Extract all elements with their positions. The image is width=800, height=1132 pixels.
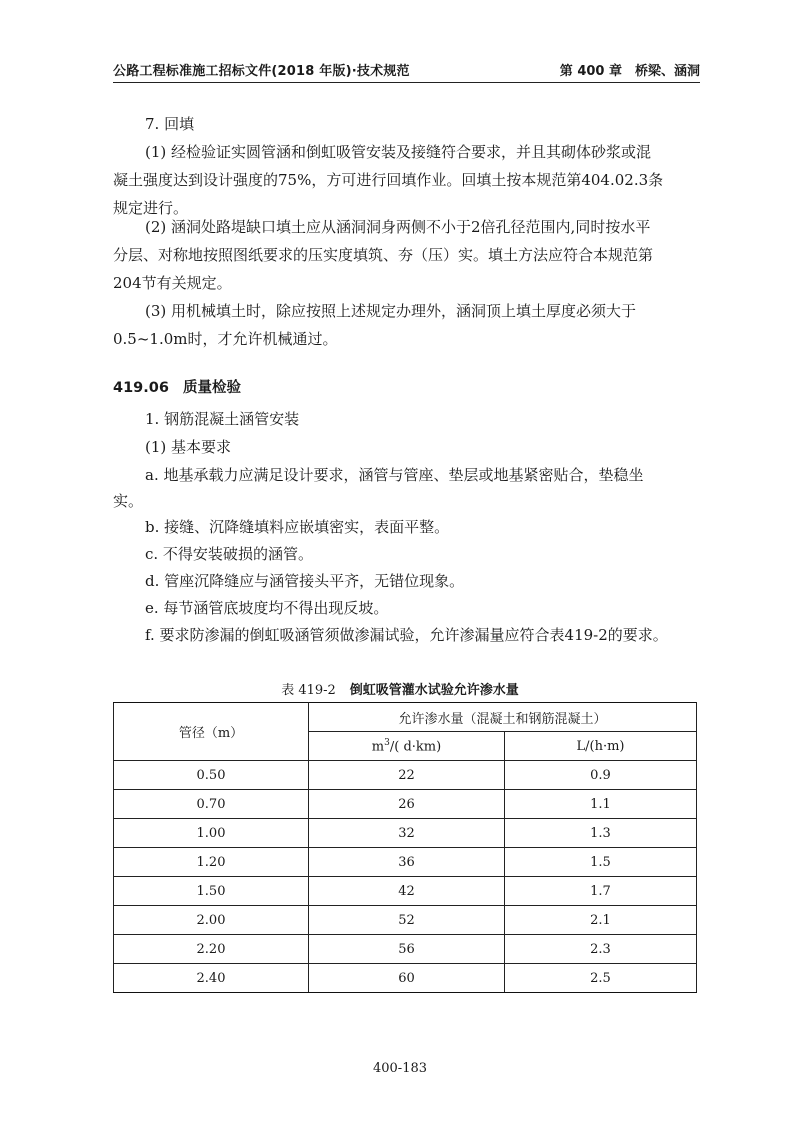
cell-m3-value: 26: [309, 790, 505, 819]
table-caption-number: 表 419-2: [281, 683, 336, 698]
cell-l-value: 2.1: [505, 906, 697, 935]
requirement-a-cont: 实。: [113, 492, 144, 510]
cell-diameter: 2.00: [114, 906, 309, 935]
table-row: [114, 964, 697, 993]
cell-diameter: 1.20: [114, 848, 309, 877]
header-unit-l-per-hour-m: L/(h·m): [505, 732, 697, 761]
cell-l-value: 1.5: [505, 848, 697, 877]
cell-m3-value: 36: [309, 848, 505, 877]
cell-l-value: 1.7: [505, 877, 697, 906]
requirement-b: b. 接缝、沉降缝填料应嵌填密实，表面平整。: [145, 518, 450, 536]
unit-sup: 3: [384, 737, 390, 748]
cell-diameter: 1.50: [114, 877, 309, 906]
page-number: 400-183: [372, 1061, 428, 1076]
header-diameter: 管径（m）: [114, 703, 309, 761]
unit-m: m: [371, 739, 385, 755]
cell-l-value: 1.3: [505, 819, 697, 848]
cell-l-value: 1.1: [505, 790, 697, 819]
cell-m3-value: 42: [309, 877, 505, 906]
requirement-e: e. 每节涵管底坡度均不得出现反坡。: [145, 599, 389, 617]
clause-7-3-line: 0.5~1.0m时，才允许机械通过。: [113, 330, 338, 348]
cell-m3-value: 32: [309, 819, 505, 848]
requirement-c: c. 不得安装破损的涵管。: [145, 545, 313, 563]
clause-7-2-line: 分层、对称地按照图纸要求的压实度填筑、夯（压）实。填土方法应符合本规范第: [113, 246, 654, 264]
cell-m3-value: 56: [309, 935, 505, 964]
requirement-f: f. 要求防渗漏的倒虹吸涵管须做渗漏试验，允许渗漏量应符合表419-2的要求。: [145, 626, 668, 644]
cell-diameter: 2.40: [114, 964, 309, 993]
table-row: [114, 761, 697, 790]
item-1-heading: 1. 钢筋混凝土涵管安装: [145, 410, 300, 428]
running-header-chapter: 第 400 章 桥梁、涵洞: [559, 64, 700, 79]
table-row: [114, 819, 697, 848]
seepage-table: [113, 702, 697, 993]
section-heading: [113, 376, 241, 397]
cell-diameter: 1.00: [114, 819, 309, 848]
clause-7-1-line: (1) 经检验证实圆管涵和倒虹吸管安装及接缝符合要求，并且其砌体砂浆或混: [145, 143, 652, 161]
header-unit-m3-per-day-km: [309, 732, 505, 761]
cell-l-value: 2.3: [505, 935, 697, 964]
clause-7-2-line: (2) 涵洞处路堤缺口填土应从涵洞洞身两侧不小于2倍孔径范围内,同时按水平: [145, 218, 651, 236]
basic-requirements-heading: (1) 基本要求: [145, 438, 232, 456]
requirement-a: a. 地基承载力应满足设计要求，涵管与管座、垫层或地基紧密贴合，垫稳坐: [145, 466, 644, 484]
table-row: [114, 877, 697, 906]
section-title: 质量检验: [182, 380, 241, 396]
requirement-d: d. 管座沉降缝应与涵管接头平齐，无错位现象。: [145, 572, 465, 590]
running-header-title: 公路工程标准施工招标文件(2018 年版)·技术规范: [113, 64, 410, 79]
table-row: [114, 790, 697, 819]
clause-7-2-line: 204节有关规定。: [113, 274, 232, 292]
cell-diameter: 0.50: [114, 761, 309, 790]
clause-7-1-line: 凝土强度达到设计强度的75%，方可进行回填作业。回填土按本规范第404.02.3条: [113, 171, 664, 189]
cell-m3-value: 60: [309, 964, 505, 993]
section-number: 419.06: [113, 380, 169, 396]
header-divider: [113, 82, 700, 83]
clause-7-heading: 7. 回填: [145, 115, 195, 133]
cell-diameter: 2.20: [114, 935, 309, 964]
cell-m3-value: 22: [309, 761, 505, 790]
header-allowed-seepage: 允许渗水量（混凝土和钢筋混凝土）: [309, 703, 697, 732]
table-row: [114, 848, 697, 877]
clause-7-3-line: (3) 用机械填土时，除应按照上述规定办理外，涵洞顶上填土厚度必须大于: [145, 302, 637, 320]
table-caption-title: 倒虹吸管灌水试验允许渗水量: [349, 683, 519, 698]
unit-rest: /( d·km): [389, 739, 442, 755]
table-row: [114, 906, 697, 935]
table-row: [114, 935, 697, 964]
cell-m3-value: 52: [309, 906, 505, 935]
clause-7-1-line: 规定进行。: [113, 199, 189, 217]
cell-l-value: 0.9: [505, 761, 697, 790]
cell-l-value: 2.5: [505, 964, 697, 993]
table-caption: [0, 679, 800, 698]
cell-diameter: 0.70: [114, 790, 309, 819]
